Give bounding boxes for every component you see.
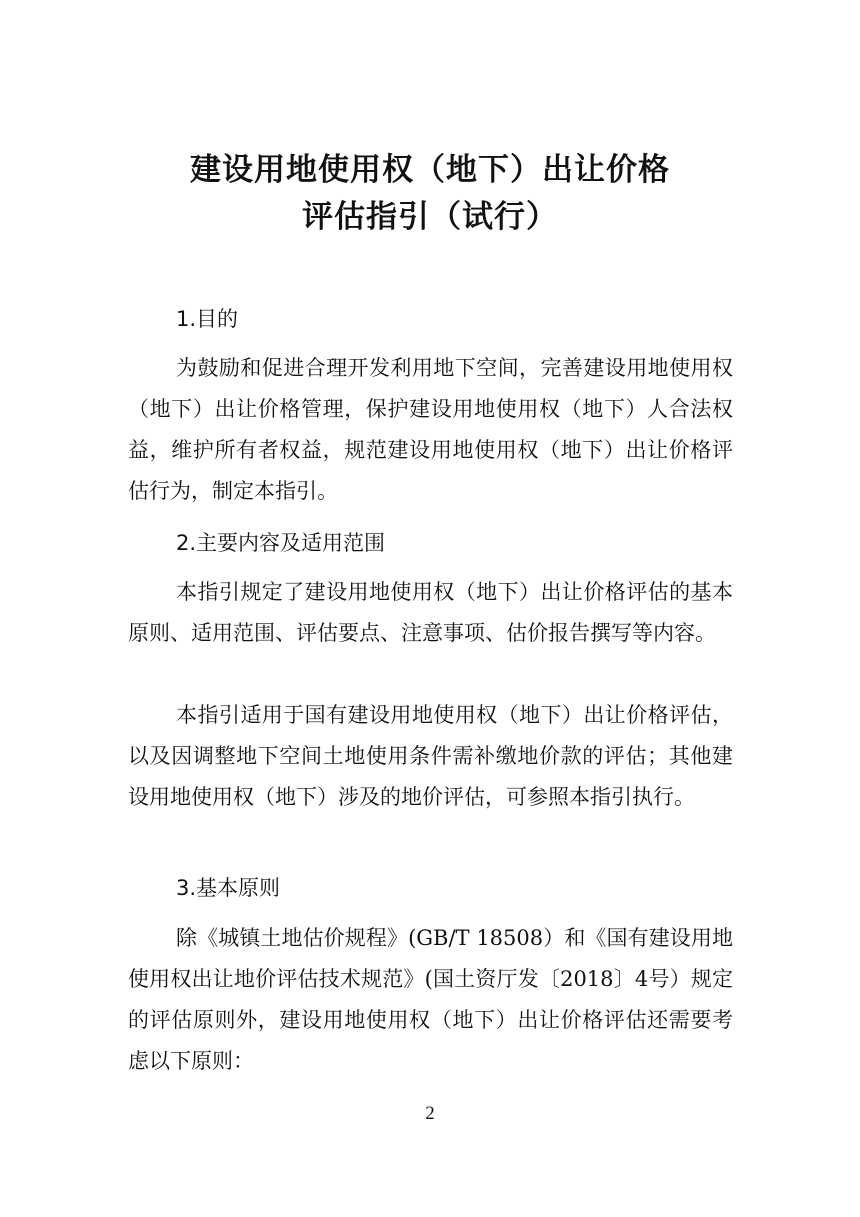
section-paragraph-scope-applicability: 本指引适用于国有建设用地使用权（地下）出让价格评估，以及因调整地下空间土地使用条件需补缴地价款的评估；其他建设用地使用权（地下）涉及的地价评估，可参照本指引执行。 xyxy=(128,703,733,809)
document-title-line-2: 评估指引（试行） xyxy=(302,199,558,235)
section-paragraph-purpose: 为鼓励和促进合理开发利用地下空间，完善建设用地使用权（地下）出让价格管理，保护建设用地使用权（地下）人合法权益，维护所有者权益，规范建设用地使用权（地下）出让价格评估行为，制定本指引。 xyxy=(128,356,733,503)
section-paragraph-principles: 除《城镇土地估价规程》(GB/T 18508）和《国有建设用地使用权出让地价评估技术规范》(国土资厅发〔2018〕4号）规定的评估原则外，建设用地使用权（地下）出让价格评估还需要考虑以下原则： xyxy=(128,926,733,1073)
page-number: 2 xyxy=(425,1103,435,1124)
section-paragraph-scope-content: 本指引规定了建设用地使用权（地下）出让价格评估的基本原则、适用范围、评估要点、注意事项、估价报告撰写等内容。 xyxy=(128,580,733,645)
document-title-line-1: 建设用地使用权（地下）出让价格 xyxy=(190,152,670,188)
section-heading-principles: 3.基本原则 xyxy=(176,876,281,900)
section-heading-scope: 2.主要内容及适用范围 xyxy=(176,531,386,555)
section-heading-purpose: 1.目的 xyxy=(176,307,239,331)
